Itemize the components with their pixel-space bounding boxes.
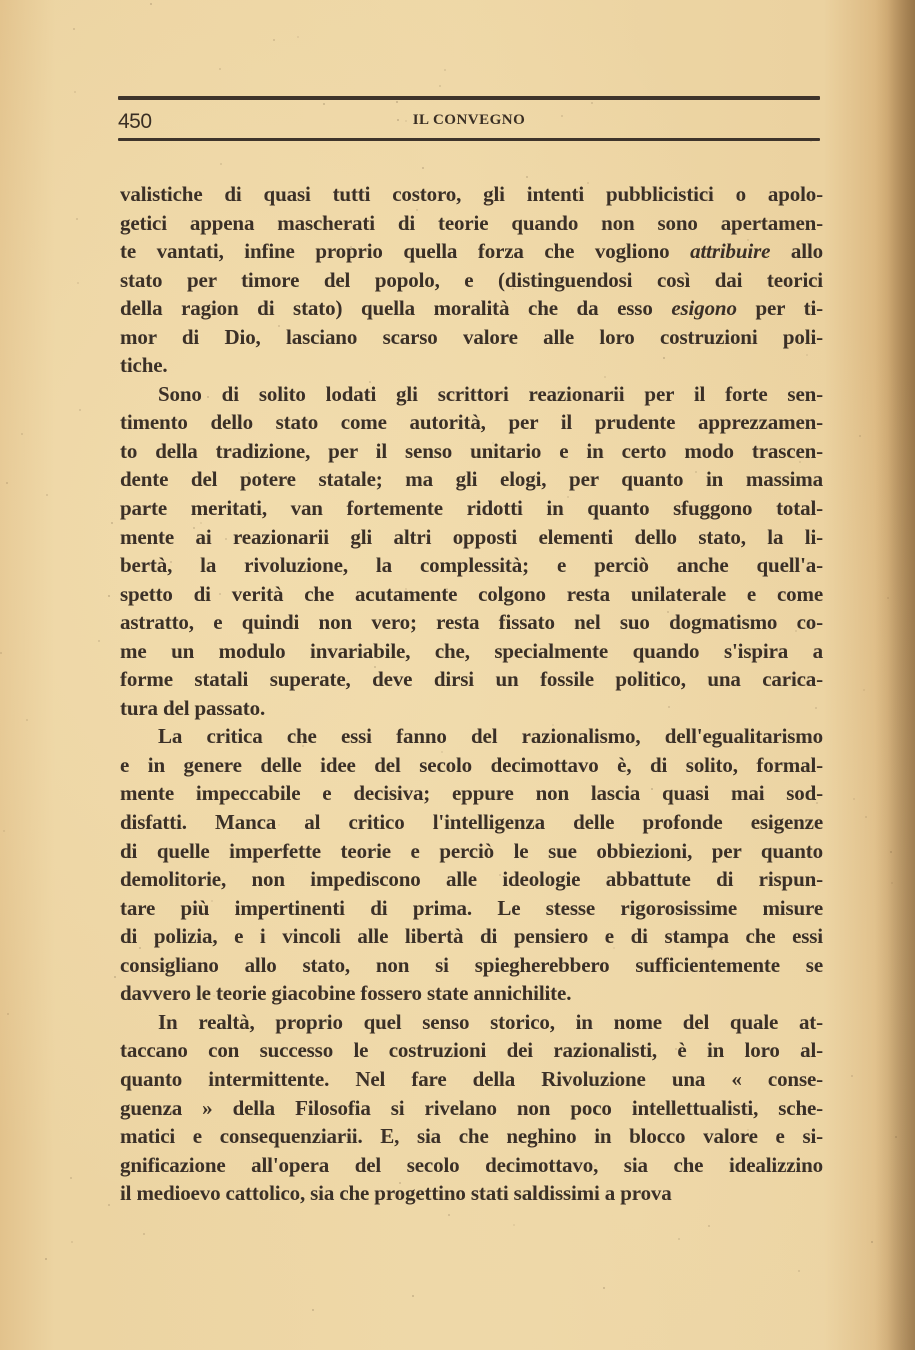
- text-line: [120, 437, 823, 466]
- paper-speck: [278, 325, 280, 327]
- text-run: taccano con successo le costruzioni dei razionalisti, è in loro al-: [120, 1038, 823, 1063]
- paper-speck: [799, 461, 801, 463]
- paper-speck: [98, 640, 100, 642]
- paper-speck: [887, 597, 889, 599]
- paragraph: [120, 180, 823, 380]
- text-run: demolitorie, non impediscono alle ideologie abbattute di rispun-: [120, 867, 823, 892]
- paper-speck: [369, 381, 371, 383]
- paper-speck: [213, 995, 215, 997]
- paper-speck: [127, 506, 129, 508]
- paper-speck: [603, 1287, 605, 1289]
- paper-speck: [77, 282, 79, 284]
- paper-speck: [310, 310, 312, 312]
- paper-speck: [512, 288, 514, 290]
- text-run: In realtà, proprio quel senso storico, in nome del quale at-: [158, 1009, 823, 1034]
- paper-speck: [207, 396, 209, 398]
- paper-speck: [220, 163, 222, 165]
- text-line: [120, 465, 823, 494]
- paper-speck: [675, 1048, 677, 1050]
- text-run: astratto, e quindi non vero; resta fissato nel suo dogmatismo co-: [120, 610, 823, 635]
- paper-speck: [474, 421, 476, 423]
- paper-speck: [397, 119, 399, 121]
- text-line: [120, 808, 823, 837]
- paper-speck: [542, 538, 544, 540]
- paper-speck: [651, 788, 653, 790]
- paper-speck: [871, 1241, 873, 1243]
- paper-speck: [552, 724, 554, 726]
- text-run: davvero le teorie giacobine fossero state annichilite.: [120, 981, 572, 1006]
- paper-speck: [446, 588, 448, 590]
- text-run: di quelle imperfette teorie e perciò le sue obbiezioni, per quanto: [120, 838, 823, 863]
- paper-speck: [591, 102, 593, 104]
- paper-speck: [273, 39, 275, 41]
- paper-speck: [396, 101, 398, 103]
- paper-speck: [79, 409, 81, 411]
- page-header: [118, 94, 820, 142]
- text-run: dente del potere statale; ma gli elogi, per quanto in massima: [120, 467, 823, 492]
- paper-speck: [645, 856, 647, 858]
- paper-speck: [395, 505, 397, 507]
- paper-speck: [278, 824, 280, 826]
- text-line: [120, 180, 823, 209]
- text-line: [120, 323, 823, 352]
- paper-speck: [663, 357, 665, 359]
- text-line: [120, 694, 823, 723]
- paper-speck: [865, 816, 867, 818]
- text-run: me un modulo invariabile, che, specialmente quando s'ispira a: [120, 638, 823, 663]
- paper-speck: [6, 482, 8, 484]
- text-line: [120, 751, 823, 780]
- paragraph: [120, 722, 823, 1007]
- text-run: il medioevo cattolico, sia che progettino stati saldissimi a prova: [120, 1181, 672, 1206]
- paragraph: [120, 380, 823, 723]
- paper-speck: [323, 103, 325, 105]
- text-run: quanto intermittente. Nel fare della Rivoluzione una « conse-: [120, 1066, 823, 1091]
- paper-speck: [412, 1295, 414, 1297]
- paper-speck: [350, 246, 352, 248]
- text-line: [120, 237, 823, 266]
- text-run: consigliano allo stato, non si spiegherebbero sufficientemente se: [120, 952, 823, 977]
- text-run: matici e consequenziarii. E, sia che neghino in blocco valore e si-: [120, 1124, 823, 1149]
- body-text: [120, 180, 823, 1208]
- paper-speck: [45, 1258, 47, 1260]
- paper-speck: [371, 912, 373, 914]
- paper-speck: [114, 976, 116, 978]
- paper-speck: [108, 595, 110, 597]
- text-line: [120, 779, 823, 808]
- paper-speck: [448, 1214, 450, 1216]
- text-line: [120, 722, 823, 751]
- text-run: tiche.: [120, 353, 168, 378]
- text-run: te vantati, infine proprio quella forza che vogliono: [120, 239, 691, 264]
- text-run: gnificazione all'opera del secolo decimottavo, sia che idealizzino: [120, 1152, 823, 1177]
- text-line: [120, 865, 823, 894]
- text-line: [120, 266, 823, 295]
- text-run: parte meritati, van fortemente ridotti in quanto sfuggono total-: [120, 496, 823, 521]
- paper-speck: [3, 830, 5, 832]
- paper-speck: [297, 36, 299, 38]
- text-run: Sono di solito lodati gli scrittori reazionarii per il forte sen-: [158, 381, 823, 406]
- paper-speck: [609, 225, 611, 227]
- text-line: [120, 1065, 823, 1094]
- text-line: [120, 551, 823, 580]
- text-line: [120, 1179, 823, 1208]
- paper-speck: [441, 751, 443, 753]
- text-run: valistiche di quasi tutti costoro, gli intenti pubblicistici o apolo-: [120, 182, 823, 206]
- paper-speck: [26, 719, 28, 721]
- paper-speck: [7, 1013, 9, 1015]
- paper-speck: [111, 522, 113, 524]
- text-line: [120, 380, 823, 409]
- paper-speck: [678, 1238, 680, 1240]
- paper-speck: [302, 745, 304, 747]
- paper-speck: [225, 538, 227, 540]
- paper-speck: [139, 947, 141, 949]
- paper-speck: [859, 435, 861, 437]
- paper-speck: [747, 239, 749, 241]
- paper-speck: [695, 471, 697, 473]
- paper-speck: [76, 218, 78, 220]
- paper-speck: [891, 882, 893, 884]
- paper-speck: [248, 472, 250, 474]
- page-number: 450: [118, 110, 152, 133]
- text-line: [120, 951, 823, 980]
- text-run: di polizia, e i vincoli alle libertà di pensiero e di stampa che essi: [120, 924, 823, 949]
- text-run: mente ai reazionarii gli altri opposti elementi dello stato, la li-: [120, 524, 823, 549]
- text-line: [120, 894, 823, 923]
- paper-speck: [444, 69, 446, 71]
- text-run: tare più impertinenti di prima. Le stesse rigorosissime misure: [120, 895, 823, 920]
- paper-speck: [549, 514, 551, 516]
- paper-speck: [122, 220, 124, 222]
- paper-speck: [604, 376, 606, 378]
- paper-speck: [806, 354, 808, 356]
- italic-emphasis: attribuire: [690, 239, 771, 264]
- paper-speck: [150, 3, 152, 5]
- text-run: mente impeccabile e decisiva; eppure non lascia quasi mai sod-: [120, 781, 823, 806]
- paper-speck: [492, 442, 494, 444]
- text-line: [120, 665, 823, 694]
- paper-speck: [70, 1177, 72, 1179]
- paper-speck: [711, 948, 713, 950]
- paper-speck: [374, 666, 376, 668]
- paper-speck: [747, 226, 749, 228]
- paper-speck: [21, 433, 23, 435]
- paper-speck: [422, 167, 424, 169]
- paper-speck: [46, 494, 48, 496]
- paper-speck: [567, 496, 569, 498]
- text-run: forme statali superate, deve dirsi un fossile politico, una carica-: [120, 667, 823, 692]
- text-line: [120, 1008, 823, 1037]
- paper-speck: [672, 857, 674, 859]
- paper-speck: [613, 947, 615, 949]
- paper-speck: [405, 588, 407, 590]
- paper-speck: [405, 120, 407, 122]
- paper-speck: [209, 991, 211, 993]
- paper-speck: [211, 900, 213, 902]
- text-run: bertà, la rivoluzione, la complessità; e perciò anche quell'a-: [120, 553, 823, 578]
- text-line: [120, 979, 823, 1008]
- paper-speck: [375, 1198, 377, 1200]
- text-line: [120, 523, 823, 552]
- paper-speck: [810, 140, 812, 142]
- text-line: [120, 408, 823, 437]
- paper-speck: [594, 1165, 596, 1167]
- paper-speck: [526, 176, 528, 178]
- text-run: mor di Dio, lasciano scarso valore alle loro costruzioni poli-: [120, 324, 823, 349]
- paper-speck: [798, 1270, 800, 1272]
- paper-speck: [890, 851, 892, 853]
- paper-speck: [561, 115, 563, 117]
- text-run: timento dello stato come autorità, per il prudente apprezzamen-: [120, 410, 823, 435]
- paper-speck: [312, 1309, 314, 1311]
- paper-speck: [594, 658, 596, 660]
- text-run: La critica che essi fanno del razionalismo, dell'egualitarismo: [158, 724, 823, 749]
- paper-speck: [442, 308, 444, 310]
- paragraph: [120, 1008, 823, 1208]
- paper-speck: [668, 706, 670, 708]
- paper-speck: [851, 1075, 853, 1077]
- paper-speck: [71, 1241, 73, 1243]
- text-run: stato per timore del popolo, e (distinguendosi così dai teorici: [120, 267, 823, 292]
- paper-speck: [74, 91, 76, 93]
- text-line: [120, 351, 823, 380]
- text-run: e in genere delle idee del secolo decimottavo è, di solito, formal-: [120, 752, 823, 777]
- paper-speck: [795, 630, 797, 632]
- text-run: getici appena mascherati di teorie quando non sono apertamen-: [120, 210, 823, 235]
- text-run: disfatti. Manca al critico l'intelligenza delle profonde esigenze: [120, 810, 823, 835]
- paper-speck: [863, 689, 865, 691]
- text-run: della ragion di stato) quella moralità che da esso: [120, 296, 672, 321]
- text-run: allo: [770, 239, 823, 264]
- paper-speck: [439, 85, 441, 87]
- paper-speck: [895, 1136, 897, 1138]
- paper-speck: [219, 593, 221, 595]
- paper-speck: [708, 1225, 710, 1227]
- text-line: [120, 294, 823, 323]
- paper-speck: [170, 561, 172, 563]
- text-run: to della tradizione, per il senso unitario e in certo modo trascen-: [120, 438, 823, 463]
- text-line: [120, 837, 823, 866]
- paper-speck: [193, 527, 195, 529]
- paper-speck: [504, 652, 506, 654]
- paper-speck: [108, 1204, 110, 1206]
- running-title: IL CONVEGNO: [412, 112, 526, 128]
- text-line: [120, 209, 823, 238]
- paper-speck: [513, 1224, 515, 1226]
- text-line: [120, 637, 823, 666]
- paper-speck: [815, 707, 817, 709]
- text-line: [120, 1036, 823, 1065]
- text-line: [120, 494, 823, 523]
- text-line: [120, 1122, 823, 1151]
- paper-speck: [587, 182, 589, 184]
- text-line: [120, 608, 823, 637]
- paper-speck: [410, 1168, 412, 1170]
- text-line: [120, 1151, 823, 1180]
- italic-emphasis: esigono: [671, 296, 737, 321]
- paper-speck: [73, 28, 75, 30]
- paper-speck: [777, 591, 779, 593]
- text-run: guenza » della Filosofia si rivelano non poco intellettualisti, sche-: [120, 1095, 823, 1120]
- paper-speck: [243, 1027, 245, 1029]
- paper-speck: [816, 802, 818, 804]
- text-line: [120, 580, 823, 609]
- paper-speck: [399, 1182, 401, 1184]
- paper-speck: [200, 522, 202, 524]
- paper-speck: [664, 452, 666, 454]
- paper-speck: [219, 68, 221, 70]
- text-run: per ti-: [736, 296, 824, 321]
- paper-speck: [416, 209, 418, 211]
- header-bottom-rule: [118, 138, 820, 141]
- text-run: spetto di verità che acutamente colgono resta unilaterale e come: [120, 581, 823, 606]
- header-top-rule: [118, 96, 820, 100]
- paper-speck: [0, 652, 2, 654]
- paper-speck: [143, 1233, 145, 1235]
- paper-speck: [499, 874, 501, 876]
- text-line: [120, 1094, 823, 1123]
- paper-speck: [853, 798, 855, 800]
- text-run: tura del passato.: [120, 695, 266, 720]
- text-line: [120, 922, 823, 951]
- paper-speck: [747, 1129, 749, 1131]
- paper-speck: [667, 611, 669, 613]
